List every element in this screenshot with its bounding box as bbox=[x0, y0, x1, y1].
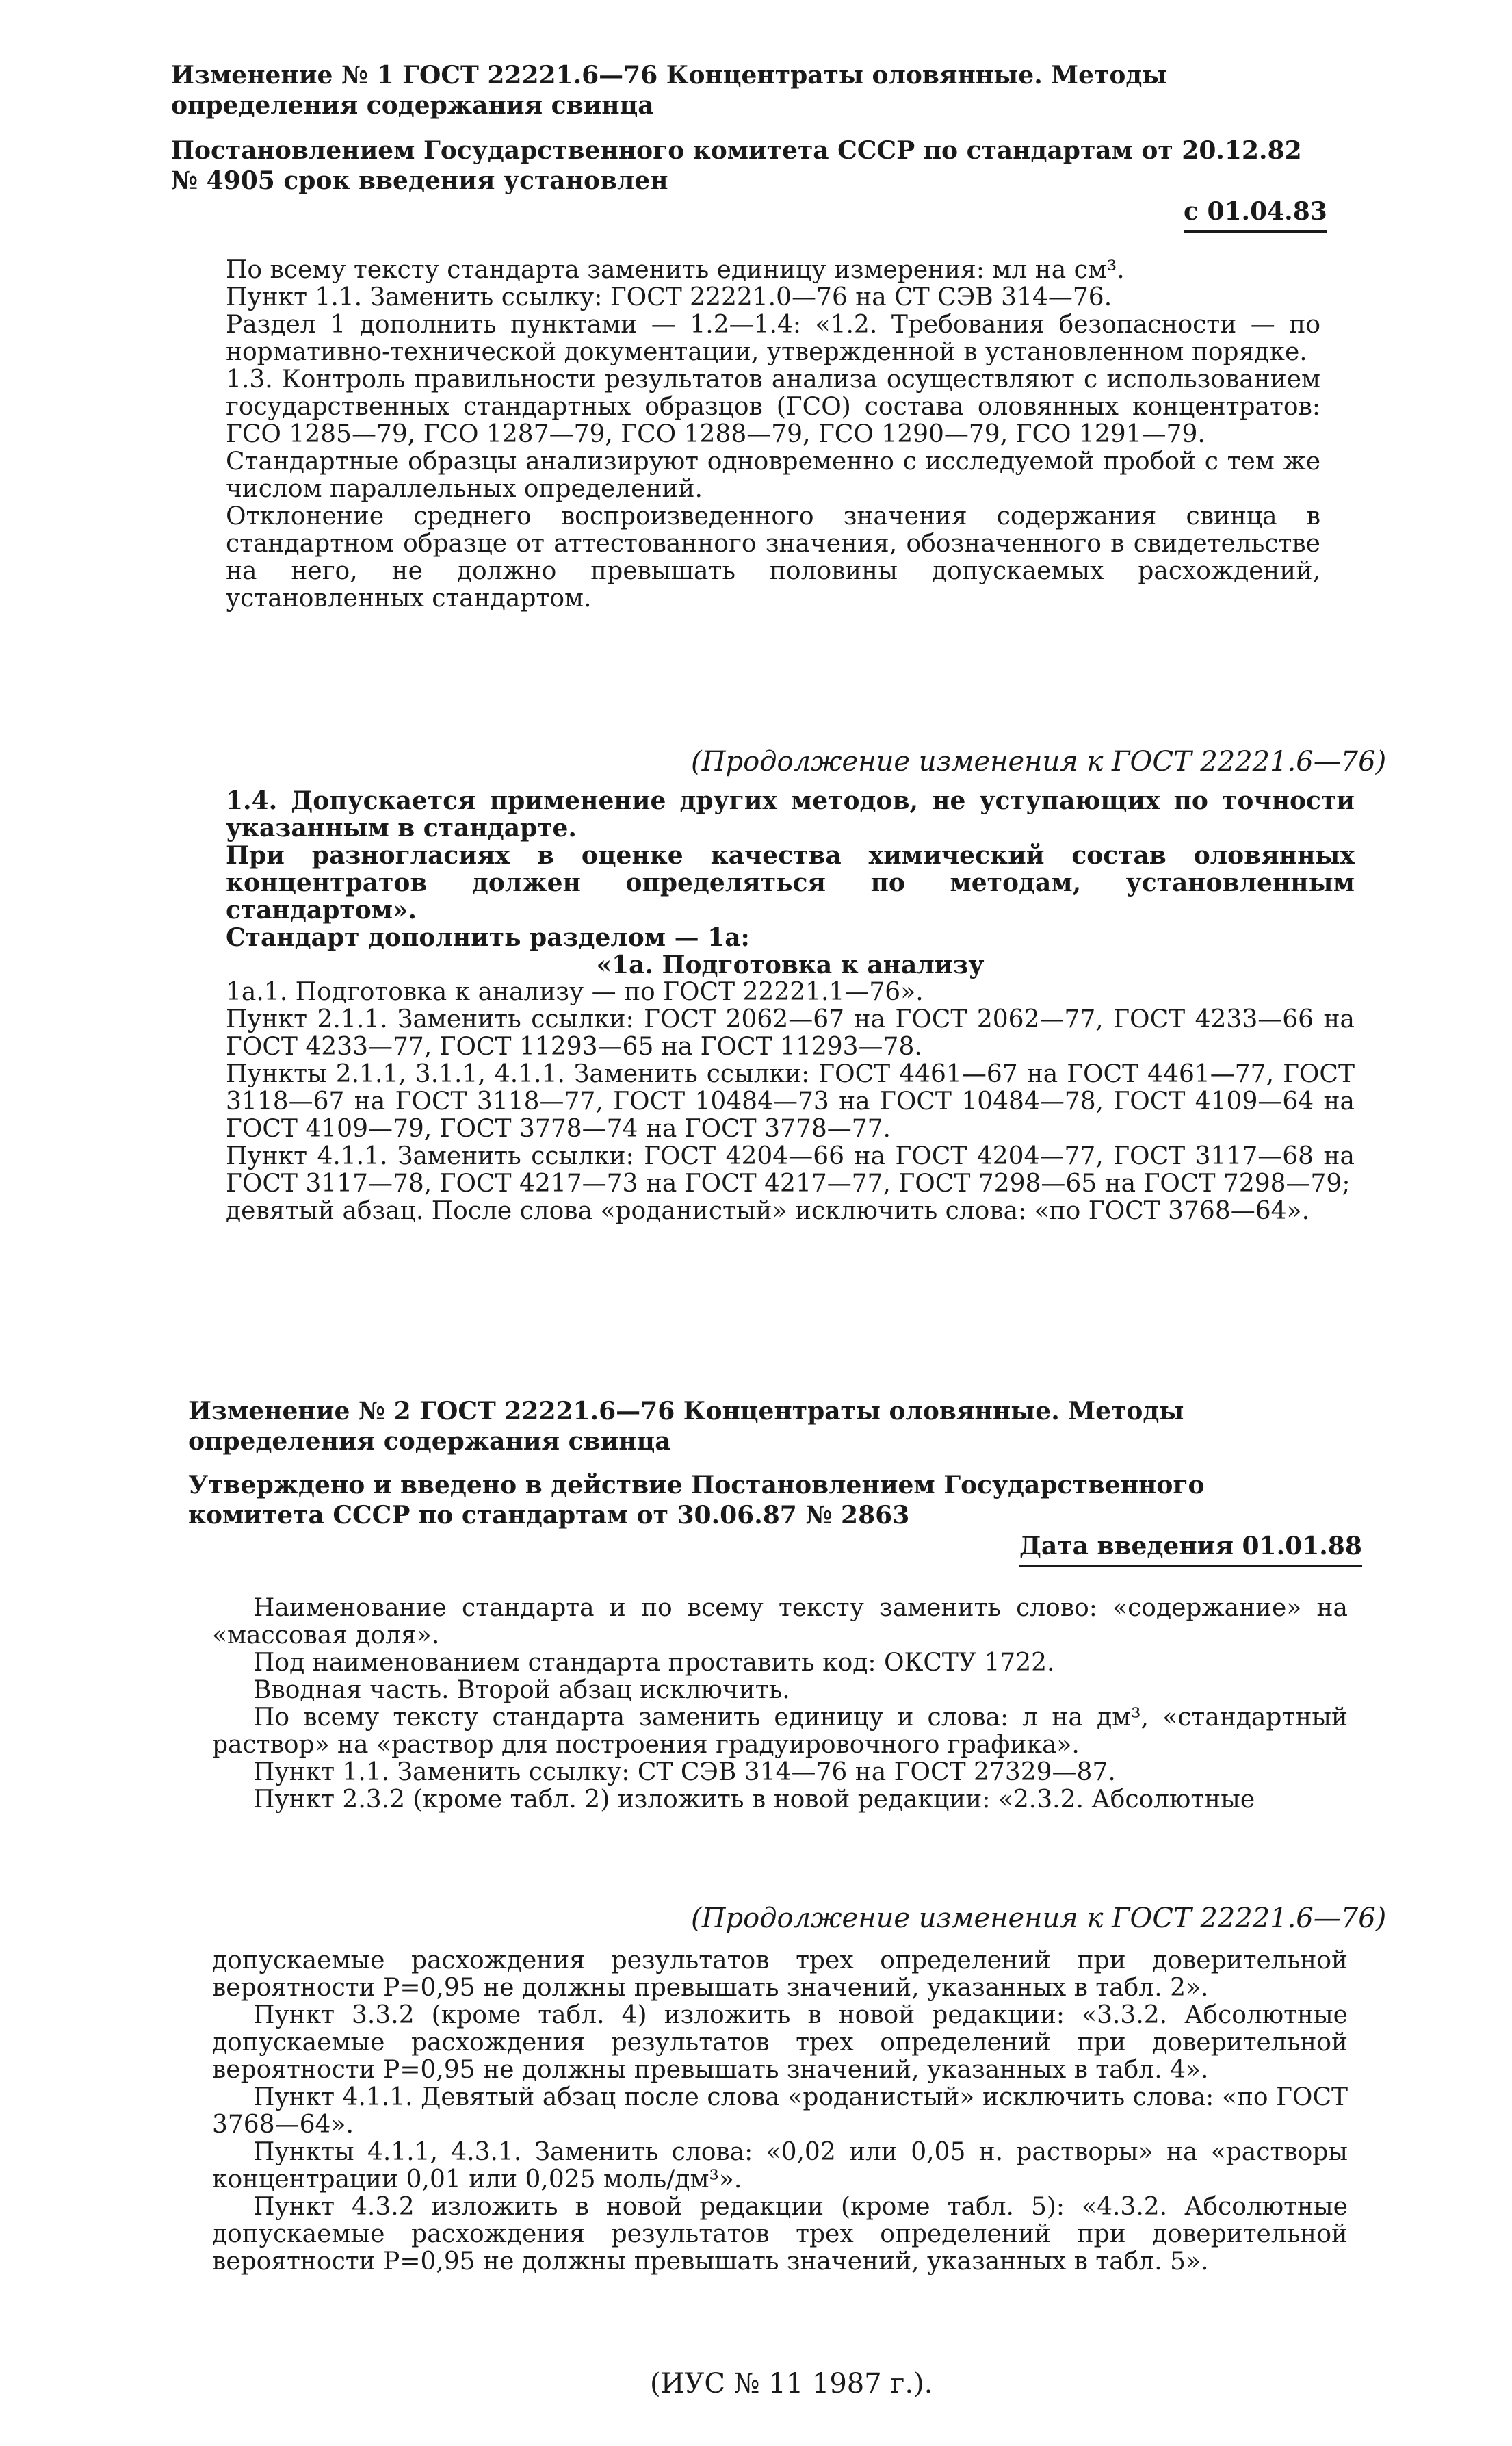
amendment-2-continuation: (Продолжение изменения к ГОСТ 22221.6—76) bbox=[691, 1903, 1387, 1934]
paragraph: Пункты 2.1.1, 3.1.1, 4.1.1. Заменить ссылки: ГОСТ 4461—67 на ГОСТ 4461—77, ГОСТ 3118—67 на ГОСТ 3118—77, ГОСТ 10484—73 на ГОСТ 10484—78, ГОСТ 4109—64 на ГОСТ 4109—79, ГОСТ 3778—74 на ГОСТ 3778—77. bbox=[226, 1060, 1355, 1143]
paragraph: Пункт 4.1.1. Девятый абзац после слова «роданистый» исключить слова: «по ГОСТ 3768—64». bbox=[212, 2083, 1348, 2139]
source-reference: (ИУС № 11 1987 г.). bbox=[650, 2368, 933, 2399]
amendment-2-decree: Утверждено и введено в действие Постановлением Государственного комитета СССР по стандартам от 30.06.87 № 2863 bbox=[188, 1471, 1205, 1530]
paragraph: 1.3. Контроль правильности результатов анализа осуществляют с использованием государственных стандартных образцов (ГСО) состава оловянных концентратов: ГСО 1285—79, ГСО 1287—79, ГСО 1288—79, ГСО 1290—79, ГСО 1291—79. bbox=[226, 365, 1320, 448]
paragraph: При разногласиях в оценке качества химический состав оловянных концентратов должен определяться по методам, установленным стандартом». bbox=[226, 841, 1355, 925]
paragraph: допускаемые расхождения результатов трех определений при доверительной вероятности P=0,95 не должны превышать значений, указанных в табл. 2». bbox=[212, 1946, 1348, 2002]
paragraph: Стандартные образцы анализируют одновременно с исследуемой пробой с тем же числом параллельных определений. bbox=[226, 448, 1320, 503]
amendment-1-title: Изменение № 1 ГОСТ 22221.6—76 Концентраты оловянные. Методы определения содержания свинца bbox=[171, 61, 1167, 120]
amendment-1-body bbox=[226, 257, 1320, 613]
paragraph: 1.4. Допускается применение других методов, не уступающих по точности указанным в стандарте. bbox=[226, 786, 1355, 842]
paragraph: Пункт 2.1.1. Заменить ссылки: ГОСТ 2062—67 на ГОСТ 2062—77, ГОСТ 4233—66 на ГОСТ 4233—77, ГОСТ 11293—65 на ГОСТ 11293—78. bbox=[226, 1005, 1355, 1061]
paragraph: Наименование стандарта и по всему тексту заменить слово: «содержание» на «массовая доля». bbox=[212, 1594, 1348, 1649]
paragraph: Пункт 3.3.2 (кроме табл. 4) изложить в новой редакции: «3.3.2. Абсолютные допускаемые расхождения результатов трех определений при доверительной вероятности P=0,95 не должны превышать значений, указанных в табл. 4». bbox=[212, 2001, 1348, 2084]
amendment-2-date: Дата введения 01.01.88 bbox=[1019, 1532, 1362, 1567]
paragraph: По всему тексту стандарта заменить единицу и слова: л на дм³, «стандартный раствор» на «раствор для построения градуировочного графика». bbox=[212, 1703, 1348, 1759]
amendment-1-decree: Постановлением Государственного комитета СССР по стандартам от 20.12.82 № 4905 срок введения установлен bbox=[171, 136, 1302, 195]
amendment-2-body-continued bbox=[212, 1947, 1348, 2276]
paragraph: Пункт 1.1. Заменить ссылку: ГОСТ 22221.0—76 на СТ СЭВ 314—76. bbox=[226, 283, 1112, 311]
section-heading: «1а. Подготовка к анализу bbox=[596, 951, 985, 979]
paragraph: Пункты 4.1.1, 4.3.1. Заменить слова: «0,02 или 0,05 н. растворы» на «растворы концентрации 0,01 или 0,025 моль/дм³». bbox=[212, 2138, 1348, 2193]
paragraph: По всему тексту стандарта заменить единицу измерения: мл на см³. bbox=[226, 256, 1125, 284]
paragraph: Под наименованием стандарта проставить код: ОКСТУ 1722. bbox=[253, 1649, 1055, 1677]
amendment-1-continuation: (Продолжение изменения к ГОСТ 22221.6—76) bbox=[691, 746, 1387, 777]
amendment-1-body-continued bbox=[226, 787, 1355, 1225]
paragraph: Пункт 2.3.2 (кроме табл. 2) изложить в новой редакции: «2.3.2. Абсолютные bbox=[253, 1786, 1255, 1814]
paragraph: Отклонение среднего воспроизведенного значения содержания свинца в стандартном образце от аттестованного значения, обозначенного в свидетельстве на него, не должно превышать половины допускаемых расхождений, установленных стандартом. bbox=[226, 502, 1320, 613]
paragraph: 1а.1. Подготовка к анализу — по ГОСТ 22221.1—76». bbox=[226, 978, 924, 1006]
paragraph: Раздел 1 дополнить пунктами — 1.2—1.4: «1.2. Требования безопасности — по нормативно-технической документации, утвержденной в установленном порядке. bbox=[226, 311, 1320, 366]
paragraph: Вводная часть. Второй абзац исключить. bbox=[253, 1676, 790, 1704]
paragraph: Пункт 4.3.2 изложить в новой редакции (кроме табл. 5): «4.3.2. Абсолютные допускаемые расхождения результатов трех определений при доверительной вероятности P=0,95 не должны превышать значений, указанных в табл. 5». bbox=[212, 2193, 1348, 2276]
amendment-2-title: Изменение № 2 ГОСТ 22221.6—76 Концентраты оловянные. Методы определения содержания свинца bbox=[188, 1397, 1184, 1456]
paragraph: Пункт 1.1. Заменить ссылку: СТ СЭВ 314—76 на ГОСТ 27329—87. bbox=[253, 1758, 1116, 1786]
paragraph: Пункт 4.1.1. Заменить ссылки: ГОСТ 4204—66 на ГОСТ 4204—77, ГОСТ 3117—68 на ГОСТ 3117—78, ГОСТ 4217—73 на ГОСТ 4217—77, ГОСТ 7298—65 на ГОСТ 7298—79; bbox=[226, 1142, 1355, 1198]
paragraph: девятый абзац. После слова «роданистый» исключить слова: «по ГОСТ 3768—64». bbox=[226, 1197, 1310, 1225]
amendment-1-date: с 01.04.83 bbox=[1184, 197, 1327, 233]
amendment-2-body bbox=[212, 1595, 1348, 1814]
paragraph: Стандарт дополнить разделом — 1а: bbox=[226, 923, 750, 952]
